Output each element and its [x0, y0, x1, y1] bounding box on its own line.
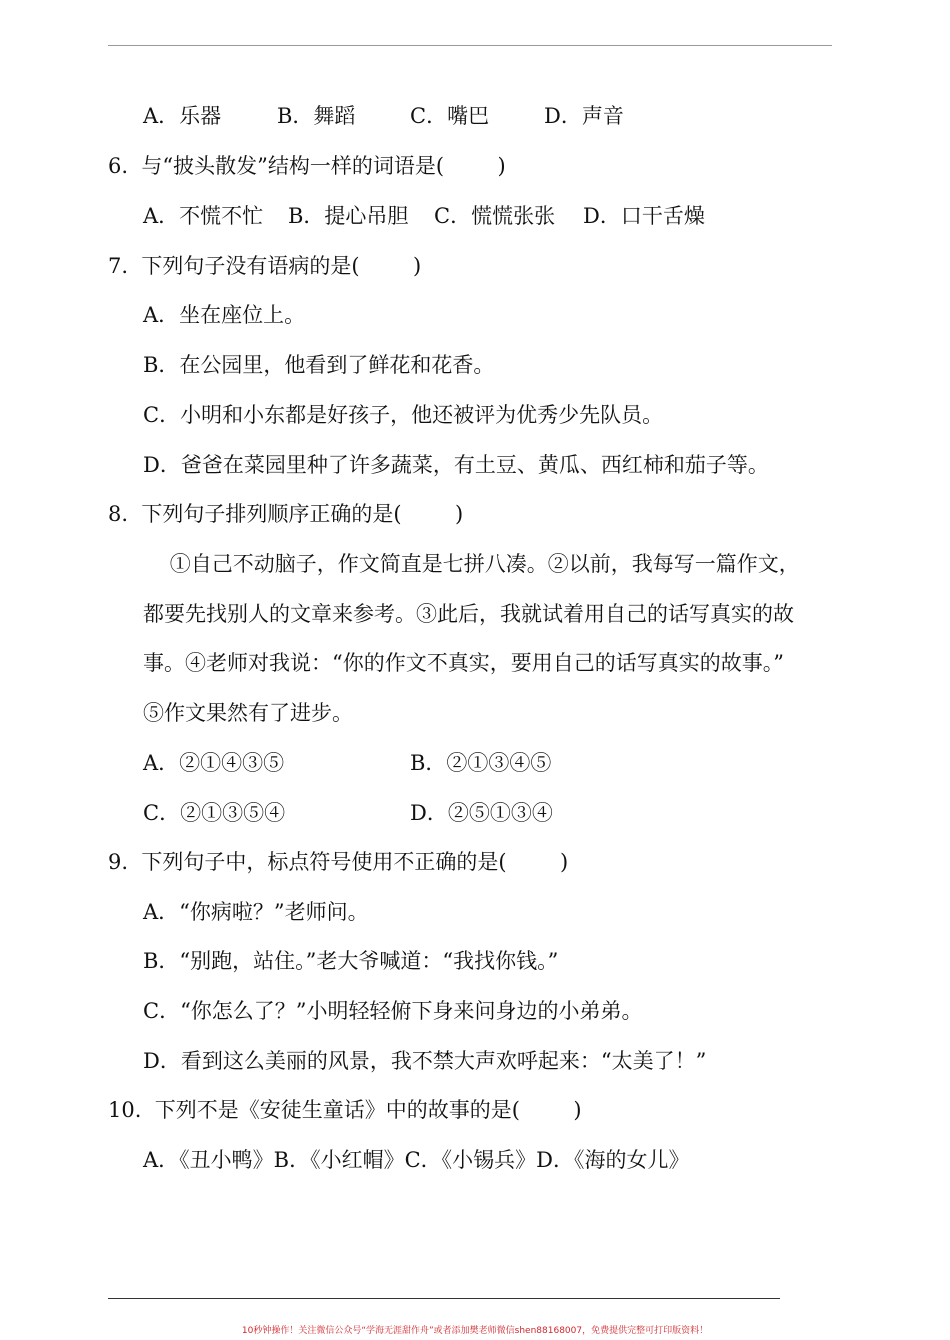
q8-option-c: C．②①③⑤④ [143, 801, 286, 825]
q9-option-d: D．看到这么美丽的风景，我不禁大声欢呼起来：“太美了！” [143, 1049, 707, 1073]
q6-stem: 6. 与“披头散发”结构一样的词语是( ) [108, 154, 506, 178]
q7-option-b: B．在公园里，他看到了鲜花和花香。 [143, 353, 495, 377]
q8-passage-line: 都要先找别人的文章来参考。③此后，我就试着用自己的话写真实的故 [143, 602, 794, 626]
q7-option-d: D．爸爸在菜园里种了许多蔬菜，有土豆、黄瓜、西红柿和茄子等。 [143, 453, 769, 477]
q7-option-c: C．小明和小东都是好孩子，他还被评为优秀少先队员。 [143, 403, 664, 427]
q8-option-a: A．②①④③⑤ [143, 751, 285, 775]
q8-passage-line: 事。④老师对我说：“你的作文不真实，要用自己的话写真实的故事。” [143, 651, 784, 675]
q8-passage-line: ⑤作文果然有了进步。 [143, 701, 353, 725]
q7-stem: 7. 下列句子没有语病的是( ) [108, 254, 422, 278]
q6-option-c: C．慌慌张张 [434, 204, 556, 228]
q8-option-b: B．②①③④⑤ [410, 751, 552, 775]
q8-stem: 8. 下列句子排列顺序正确的是( ) [108, 502, 464, 526]
q6-option-a: A．不慌不忙 [143, 204, 264, 228]
q5-option-c: C．嘴巴 [410, 104, 490, 128]
q8-option-d: D．②⑤①③④ [410, 801, 553, 825]
q9-option-a: A．“你病啦？”老师问。 [143, 900, 369, 924]
q5-option-a: A．乐器 [143, 104, 222, 128]
q9-stem: 9. 下列句子中，标点符号使用不正确的是( ) [108, 850, 569, 874]
header-rule [108, 45, 832, 46]
q6-option-b: B．提心吊胆 [288, 204, 409, 228]
footer-notice: 10秒钟操作！关注微信公众号“学海无涯甜作舟”或者添加樊老师微信shen88168007，免费提供完整可打印版资料！ [241, 1326, 709, 1336]
q8-passage-line: ①自己不动脑子，作文简直是七拼八凑。②以前，我每写一篇作文， [143, 552, 800, 576]
q5-option-b: B．舞蹈 [277, 104, 356, 128]
q9-option-b: B．“别跑，站住。”老大爷喊道：“我找你钱。” [143, 949, 559, 973]
q9-option-c: C．“你怎么了？”小明轻轻俯下身来问身边的小弟弟。 [143, 999, 643, 1023]
q7-option-a: A．坐在座位上。 [143, 303, 306, 327]
footer-rule [108, 1298, 780, 1299]
q6-option-d: D．口干舌燥 [583, 204, 705, 228]
q10-options: A．《丑小鸭》B．《小红帽》C．《小锡兵》D．《海的女儿》 [143, 1148, 690, 1172]
q10-stem: 10. 下列不是《安徒生童话》中的故事的是( ) [108, 1098, 582, 1122]
q5-option-d: D．声音 [544, 104, 624, 128]
